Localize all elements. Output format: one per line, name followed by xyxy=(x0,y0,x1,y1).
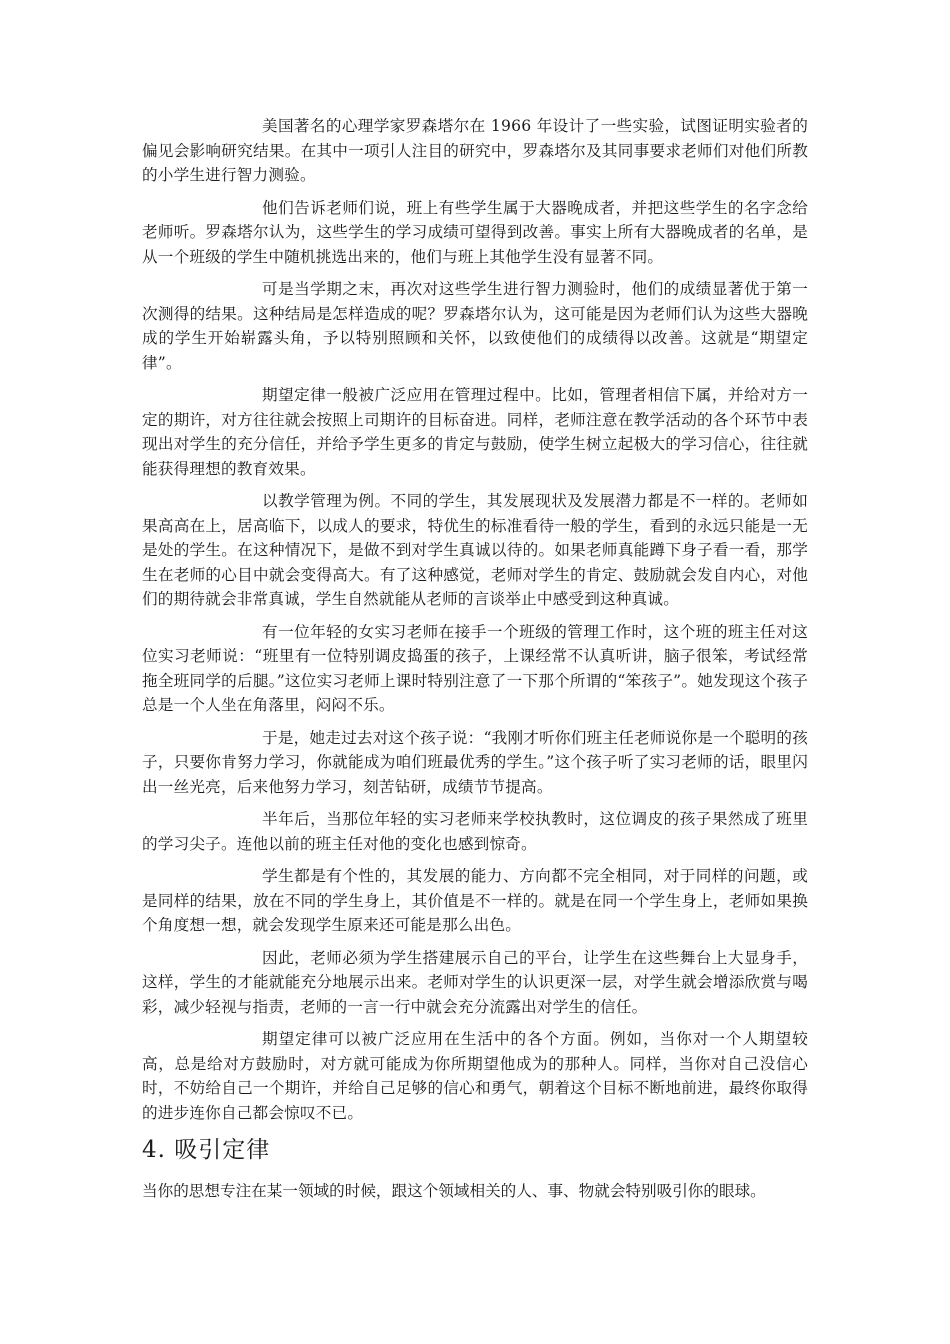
body-paragraph-7: 于是，她走过去对这个孩子说：“我刚才听你们班主任老师说你是一个聪明的孩子，只要你肯努力学习，你就能成为咱们班最优秀的学生。”这个孩子听了实习老师的话，眼里闪出一丝光亮，后来他努力学习，刻苦钻研，成绩节节提高。 xyxy=(142,728,808,796)
section-heading: 4. 吸引定律 xyxy=(142,1137,271,1163)
body-paragraph-11: 期望定律可以被广泛应用在生活中的各个方面。例如，当你对一个人期望较高，总是给对方鼓励时，对方就可能成为你所期望他成为的那种人。同样，当你对自己没信心时，不妨给自己一个期许，并给自己足够的信心和勇气，朝着这个目标不断地前进，最终你取得的进步连你自己都会惊叹不已。 xyxy=(142,1030,808,1122)
body-paragraph-2: 他们告诉老师们说，班上有些学生属于大器晚成者，并把这些学生的名字念给老师听。罗森塔尔认为，这些学生的学习成绩可望得到改善。事实上所有大器晚成者的名单，是从一个班级的学生中随机挑选出来的，他们与班上其他学生没有显著不同。 xyxy=(142,198,808,266)
body-paragraph-4: 期望定律一般被广泛应用在管理过程中。比如，管理者相信下属，并给对方一定的期许，对方往往就会按照上司期许的目标奋进。同样，老师注意在教学活动的各个环节中表现出对学生的充分信任，并给予学生更多的肯定与鼓励，使学生树立起极大的学习信心，往往就能获得理想的教育效果。 xyxy=(142,386,808,478)
body-paragraph-3: 可是当学期之末，再次对这些学生进行智力测验时，他们的成绩显著优于第一次测得的结果。这种结局是怎样造成的呢？罗森塔尔认为，这可能是因为老师们认为这些大器晚成的学生开始崭露头角，予以特别照顾和关怀，以致使他们的成绩得以改善。这就是“期望定律”。 xyxy=(142,280,808,372)
body-paragraph-10: 因此，老师必须为学生搭建展示自己的平台，让学生在这些舞台上大显身手，这样，学生的才能就能充分地展示出来。老师对学生的认识更深一层，对学生就会增添欣赏与喝彩，减少轻视与指责，老师的一言一行中就会充分流露出对学生的信任。 xyxy=(142,948,808,1016)
body-paragraph-9: 学生都是有个性的，其发展的能力、方向都不完全相同，对于同样的问题，或是同样的结果，放在不同的学生身上，其价值是不一样的。就是在同一个学生身上，老师如果换个角度想一想，就会发现学生原来还可能是那么出色。 xyxy=(142,867,808,934)
body-paragraph-5: 以教学管理为例。不同的学生，其发展现状及发展潜力都是不一样的。老师如果高高在上，居高临下，以成人的要求，特优生的标准看待一般的学生，看到的永远只能是一无是处的学生。在这种情况下，是做不到对学生真诚以待的。如果老师真能蹲下身子看一看，那学生在老师的心目中就会变得高大。有了这种感觉，老师对学生的肯定、鼓励就会发自内心，对他们的期待就会非常真诚，学生自然就能从老师的言谈举止中感受到这种真诚。 xyxy=(142,492,808,608)
body-paragraph-1: 美国著名的心理学家罗森塔尔在 1966 年设计了一些实验，试图证明实验者的偏见会影响研究结果。在其中一项引人注目的研究中，罗森塔尔及其同事要求老师们对他们所教的小学生进行智力测验。 xyxy=(142,117,808,184)
section-paragraph: 当你的思想专注在某一领域的时候，跟这个领域相关的人、事、物就会特别吸引你的眼球。 xyxy=(142,1182,766,1200)
body-paragraph-6: 有一位年轻的女实习老师在接手一个班级的管理工作时，这个班的班主任对这位实习老师说：“班里有一位特别调皮捣蛋的孩子，上课经常不认真听讲，脑子很笨，考试经常拖全班同学的后腿。”这位实习老师上课时特别注意了一下那个所谓的“笨孩子”。她发现这个孩子总是一个人坐在角落里，闷闷不乐。 xyxy=(142,622,808,714)
document-page xyxy=(142,114,808,1204)
body-paragraph-8: 半年后，当那位年轻的实习老师来学校执教时，这位调皮的孩子果然成了班里的学习尖子。连他以前的班主任对他的变化也感到惊奇。 xyxy=(142,810,808,853)
